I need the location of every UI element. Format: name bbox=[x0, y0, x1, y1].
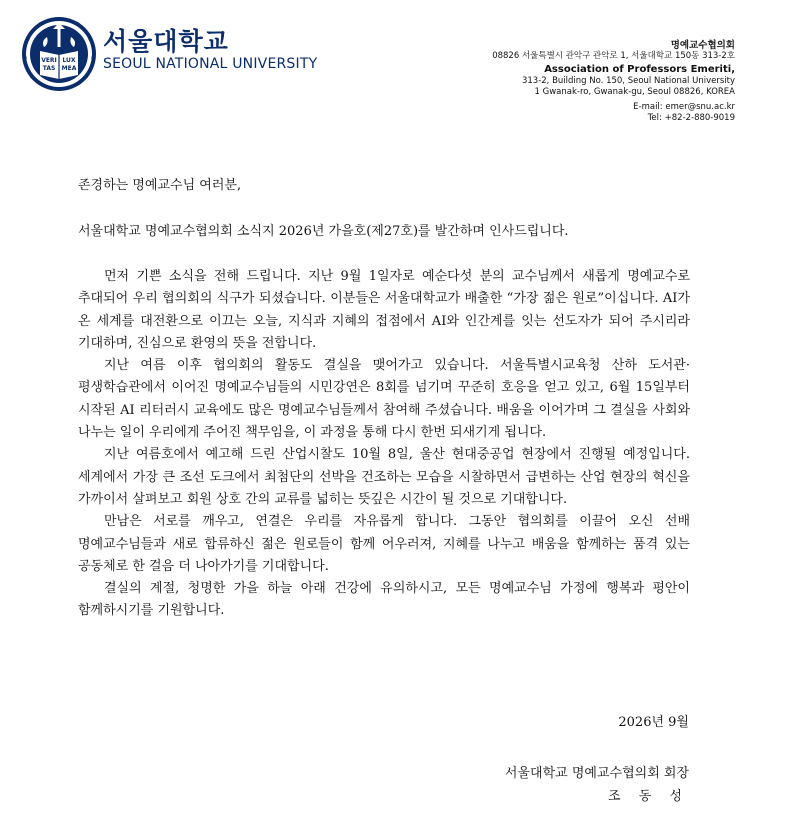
letterhead-address-block bbox=[492, 40, 735, 125]
association-name-english: Association of Professors Emeriti, bbox=[544, 63, 735, 75]
address-english-line-2: 1 Gwanak-ro, Gwanak-gu, Seoul 08826, KOREA bbox=[534, 86, 735, 97]
logo-text-lux: LUX bbox=[62, 57, 76, 64]
logo-text-veri: VERI bbox=[41, 57, 57, 64]
signature-name: 조 동 성 bbox=[608, 789, 689, 804]
address-english-line-1: 313-2, Building No. 150, Seoul National University bbox=[521, 75, 735, 86]
logo-text-tas: TAS bbox=[42, 65, 56, 72]
letter-paragraph: 지난 여름호에서 예고해 드린 산업시찰도 10월 8일, 울산 현대중공업 현장에서 진행될 예정입니다. 세계에서 가장 큰 조선 도크에서 최첨단의 선박을 건조하는 모습을 시찰하면서 급변하는 산업 현장의 혁신을 가까이서 살펴보고 회원 상호 간의 교류를 넓히는 뜻깊은 시간이 될 것으로 기대합니다. bbox=[78, 447, 690, 507]
letter-date: 2026년 9월 bbox=[618, 715, 689, 730]
university-name-korean: 서울대학교 bbox=[103, 27, 229, 56]
snu-emblem-logo bbox=[20, 15, 98, 93]
letter-paragraph: 지난 여름 이후 협의회의 활동도 결실을 맺어가고 있습니다. 서울특별시교육청 산하 도서관·평생학습관에서 이어진 명예교수님들의 시민강연은 8회를 넘기며 꾸준히 호응을 얻고 있고, 6월 15일부터 시작된 AI 리터러시 교육에도 많은 명예교수님들께서 참여해 주셨습니다. 배움을 이어가며 그 결실을 사회와 나누는 일이 우리에게 주어진 책무임을, 이 과정을 통해 다시 한번 되새기게 됩니다. bbox=[78, 358, 691, 441]
signature-organization: 서울대학교 명예교수협의회 회장 bbox=[504, 766, 689, 781]
letter-body bbox=[78, 266, 690, 623]
logo-text-mea: MEA bbox=[61, 65, 77, 72]
letter-greeting: 서울대학교 명예교수협의회 소식지 2026년 가을호(제27호)를 발간하며 인사드립니다. bbox=[78, 224, 569, 239]
letter-paragraph: 결실의 계절, 청명한 가을 하늘 아래 건강에 유의하시고, 모든 명예교수님 가정에 행복과 평안이 함께하시기를 기원합니다. bbox=[78, 581, 690, 619]
university-name-english: SEOUL NATIONAL UNIVERSITY bbox=[103, 56, 318, 72]
letter-paragraph: 만남은 서로를 깨우고, 연결은 우리를 자유롭게 합니다. 그동안 협의회를 이끌어 오신 선배 명예교수님들과 새로 합류하신 젊은 원로들이 함께 어우러져, 지혜를 나누고 배움을 함께하는 품격 있는 공동체로 한 걸음 더 나아가기를 기대합니다. bbox=[78, 514, 690, 574]
address-korean: 08826 서울특별시 관악구 관악로 1, 서울대학교 150동 313-2호 bbox=[492, 51, 735, 62]
contact-phone: Tel: +82-2-880-9019 bbox=[647, 113, 735, 124]
association-name-korean: 명예교수협의회 bbox=[670, 40, 735, 51]
snu-emblem-icon bbox=[20, 15, 98, 93]
letter-salutation: 존경하는 명예교수님 여러분, bbox=[78, 178, 242, 193]
letter-paragraph: 먼저 기쁜 소식을 전해 드립니다. 지난 9월 1일자로 예순다섯 분의 교수님께서 새롭게 명예교수로 추대되어 우리 협의회의 식구가 되셨습니다. 이분들은 서울대학교가 배출한 “가장 젊은 원로”이십니다. AI가 온 세계를 대전환으로 이끄는 오늘, 지식과 지혜의 접점에서 AI와 인간계를 잇는 선도자가 되어 주시리라 기대하며, 진심으로 환영의 뜻을 전합니다. bbox=[78, 269, 690, 351]
contact-email: E-mail: emer@snu.ac.kr bbox=[633, 102, 735, 113]
